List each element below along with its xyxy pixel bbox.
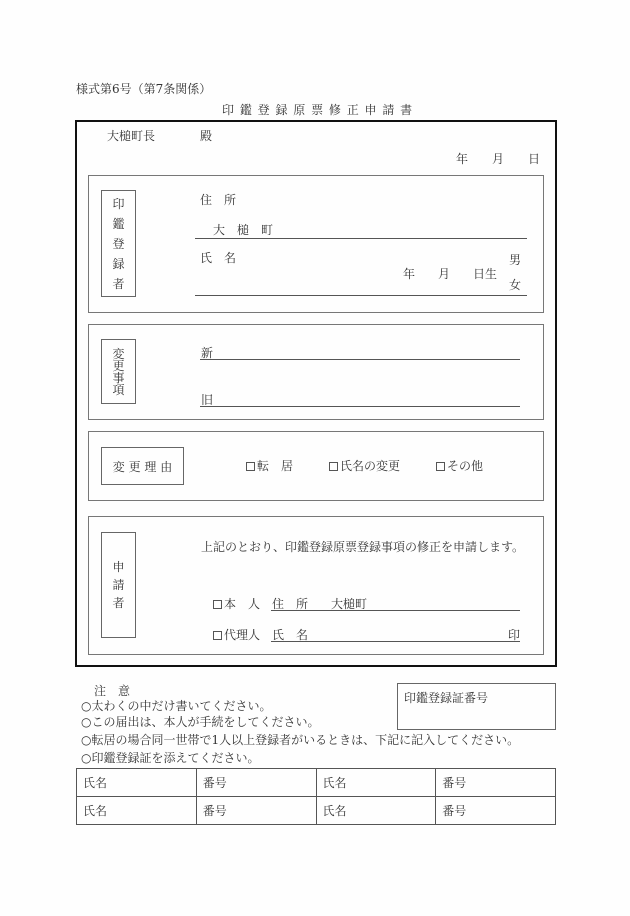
seal-mark: 印 <box>508 628 521 642</box>
date-month[interactable]: 月 <box>492 152 505 166</box>
applicant-address-label: 住 所 <box>272 597 309 611</box>
registrant-address-value[interactable]: 大 槌 町 <box>213 223 274 237</box>
reason-option-name-change[interactable] <box>329 460 400 472</box>
applicant-name-label: 氏 名 <box>272 628 309 642</box>
page-title: 印 鑑 登 録 原 票 修 正 申 請 書 <box>222 103 414 117</box>
registrant-address-label: 住 所 <box>200 193 237 207</box>
note-item: ○この届出は、本人が手続をしてください。 <box>81 715 320 729</box>
old-value-field[interactable] <box>200 406 520 407</box>
table-cell-number[interactable]: 番号 <box>436 797 556 825</box>
birth-year[interactable]: 年 <box>403 267 416 281</box>
note-item: ○印鑑登録証を添えてください。 <box>81 751 260 765</box>
applicant-address-underline <box>271 610 520 611</box>
note-item: ○太わくの中だけ書いてください。 <box>81 699 272 713</box>
applicant-name-field[interactable] <box>271 641 520 642</box>
table-cell-name[interactable]: 氏名 <box>316 797 436 825</box>
table-cell-number[interactable]: 番号 <box>196 769 316 797</box>
label-char: 申 <box>112 560 125 574</box>
checkbox-icon[interactable] <box>436 462 445 471</box>
registrant-section <box>88 175 544 313</box>
old-label: 旧 <box>201 393 214 407</box>
option-label: 転 居 <box>257 459 294 473</box>
table-row <box>77 797 556 825</box>
label-char: 鑑 <box>112 216 125 231</box>
label-char: 更 <box>112 358 125 373</box>
addressee-honorific: 殿 <box>200 129 213 143</box>
date-year[interactable]: 年 <box>456 152 469 166</box>
birth-month[interactable]: 月 <box>438 267 451 281</box>
applicant-label-box <box>101 532 136 638</box>
form-number: 様式第6号（第7条関係） <box>76 82 212 96</box>
certificate-number-label: 印鑑登録証番号 <box>404 691 489 705</box>
changes-label-box <box>101 339 136 404</box>
new-value-field[interactable] <box>200 359 520 360</box>
note-item: ○転居の場合同一世帯で1人以上登録者がいるときは、下記に記入してください。 <box>81 733 520 747</box>
table-cell-name[interactable]: 氏名 <box>77 797 197 825</box>
reason-label: 変 更 理 由 <box>112 459 173 474</box>
date-day[interactable]: 日 <box>528 152 541 166</box>
sex-female-option[interactable]: 女 <box>509 278 522 292</box>
option-label: 本 人 <box>224 597 261 611</box>
birth-day[interactable]: 日生 <box>473 267 498 281</box>
applicant-section <box>88 516 544 655</box>
checkbox-icon[interactable] <box>329 462 338 471</box>
table-cell-name[interactable]: 氏名 <box>77 769 197 797</box>
label-char: 項 <box>112 382 125 397</box>
label-char: 登 <box>112 236 125 251</box>
table-cell-name[interactable]: 氏名 <box>316 769 436 797</box>
checkbox-icon[interactable] <box>246 462 255 471</box>
notes-heading: 注 意 <box>94 684 131 698</box>
new-label: 新 <box>201 346 214 360</box>
table-cell-number[interactable]: 番号 <box>196 797 316 825</box>
option-label: 代理人 <box>224 628 261 642</box>
registrant-name-label: 氏 名 <box>200 251 237 265</box>
sex-male-option[interactable]: 男 <box>509 253 522 267</box>
label-char: 事 <box>112 370 125 385</box>
option-label: その他 <box>447 459 484 473</box>
applicant-address-value[interactable]: 大槌町 <box>331 597 368 611</box>
table-cell-number[interactable]: 番号 <box>436 769 556 797</box>
label-char: 印 <box>112 196 125 211</box>
reason-label-box <box>101 447 184 485</box>
label-char: 録 <box>112 256 125 271</box>
certificate-number-box[interactable] <box>397 683 556 730</box>
label-char: 変 <box>112 346 125 361</box>
address-underline <box>195 238 527 239</box>
label-char: 者 <box>112 596 125 610</box>
reason-option-other[interactable] <box>436 460 483 472</box>
addressee-name: 大槌町長 <box>107 129 156 143</box>
label-char: 請 <box>112 578 125 592</box>
registrant-label-box <box>101 190 136 297</box>
option-label: 氏名の変更 <box>340 459 401 473</box>
checkbox-icon[interactable] <box>213 631 222 640</box>
applicant-self-option[interactable] <box>213 598 260 610</box>
name-underline <box>195 295 527 296</box>
label-char: 者 <box>112 276 125 291</box>
applicant-agent-option[interactable] <box>213 629 260 641</box>
reason-option-moving[interactable] <box>246 460 293 472</box>
checkbox-icon[interactable] <box>213 600 222 609</box>
applicant-statement: 上記のとおり、印鑑登録原票登録事項の修正を申請します。 <box>201 540 525 554</box>
household-registrants-table <box>76 768 556 825</box>
table-row <box>77 769 556 797</box>
